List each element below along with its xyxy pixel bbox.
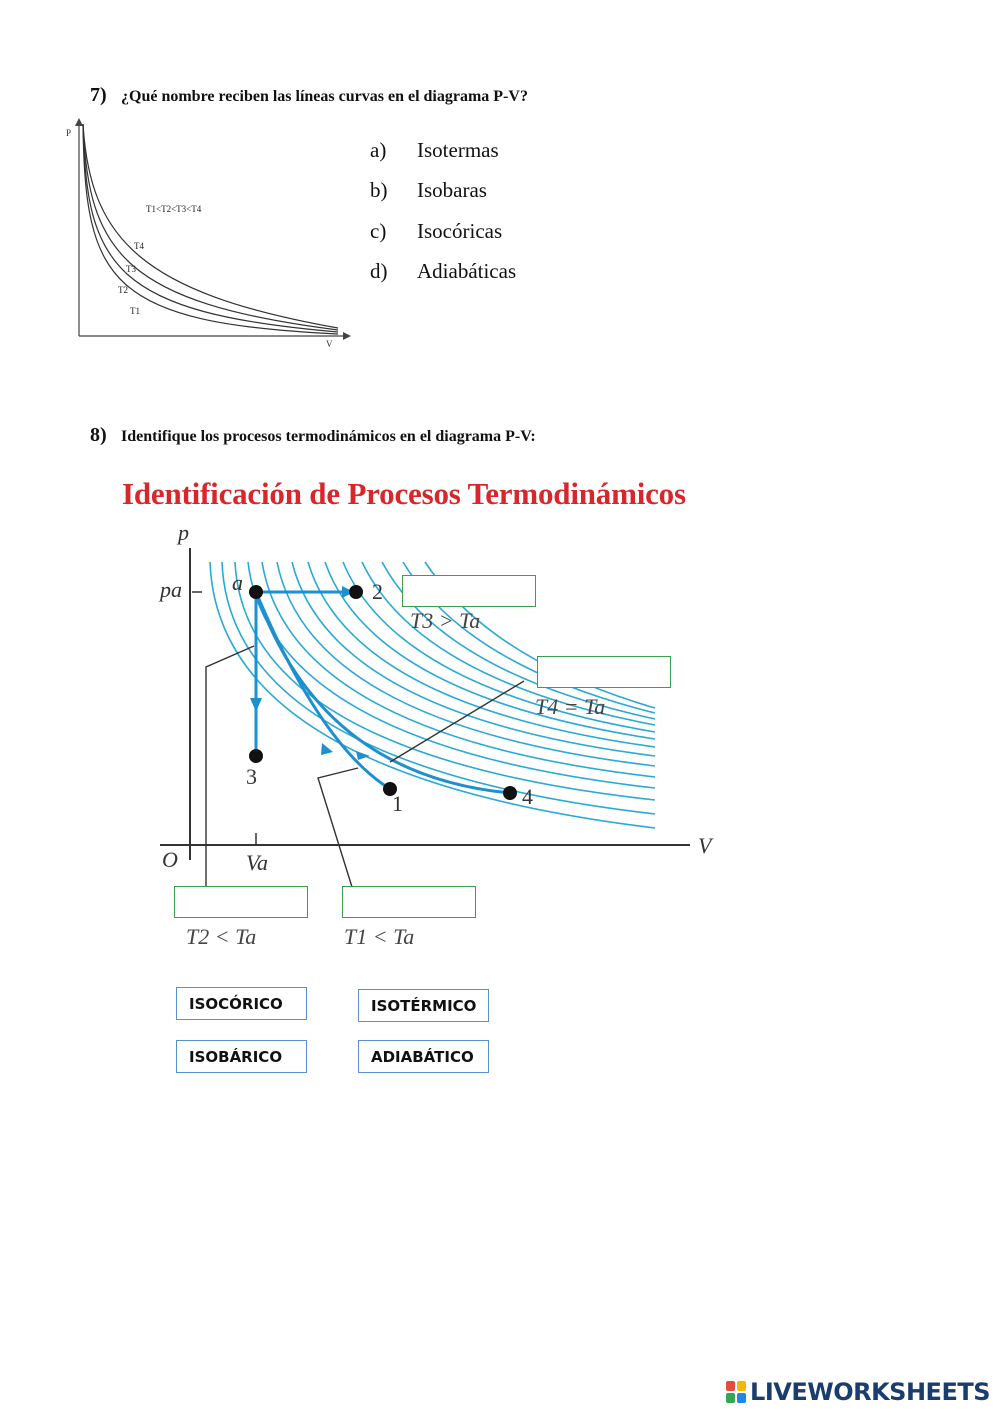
t2-label: T2 < Ta: [186, 924, 257, 949]
v-axis-label: V: [698, 833, 712, 858]
chip-isobarico[interactable]: ISOBÁRICO: [176, 1040, 307, 1073]
point-a: [249, 585, 263, 599]
point-3: [349, 585, 363, 599]
isotherm-t1-curve: [83, 124, 338, 334]
leader-line-adiabatic: [318, 768, 358, 887]
answer-box-isothermal[interactable]: [537, 656, 671, 688]
option-b-letter: b): [370, 178, 388, 202]
question-8-text: Identifique los procesos termodinámicos en el diagrama P-V:: [121, 428, 536, 445]
pa-label: pa: [160, 577, 182, 602]
answer-box-adiabatic[interactable]: [342, 886, 476, 918]
curve-label-t4: T4: [134, 241, 144, 251]
brand-name: LIVEWORKSHEETS: [750, 1378, 990, 1406]
adiabatic-path-a-1: [256, 592, 390, 789]
option-c-letter: c): [370, 219, 387, 243]
isotherms-diagram: [60, 118, 355, 354]
point-2-label: 3: [246, 764, 257, 789]
v-axis-label: V: [326, 339, 333, 349]
chip-isotermico[interactable]: ISOTÉRMICO: [358, 989, 489, 1022]
isotherm-t3-curve: [83, 124, 338, 330]
question-8-number: 8): [90, 424, 107, 446]
curve-label-t2: T2: [118, 285, 128, 295]
chip-adiabatico[interactable]: ADIABÁTICO: [358, 1040, 489, 1073]
point-4-label: 4: [522, 784, 533, 809]
answer-box-isobaric[interactable]: [402, 575, 536, 607]
option-d[interactable]: [370, 259, 516, 284]
chip-isocorico[interactable]: ISOCÓRICO: [176, 987, 307, 1020]
option-c-text: Isocóricas: [417, 219, 503, 243]
option-d-letter: d): [370, 259, 388, 283]
isotherm-t2-curve: [83, 124, 338, 332]
answer-box-isochoric[interactable]: [174, 886, 308, 918]
point-2: [249, 749, 263, 763]
point-3-label: 2: [372, 579, 383, 604]
point-a-label: a: [232, 570, 243, 595]
p-axis-label: p: [178, 520, 189, 545]
question-7-number: 7): [90, 84, 107, 106]
option-b-text: Isobaras: [417, 178, 487, 202]
option-d-text: Adiabáticas: [417, 259, 517, 283]
question-7-text: ¿Qué nombre reciben las líneas curvas en el diagrama P-V?: [121, 88, 528, 105]
curve-label-t1: T1: [130, 306, 140, 316]
figure-title: Identificación de Procesos Termodinámicos: [122, 476, 686, 511]
liveworksheets-logo: [726, 1378, 990, 1406]
option-a-text: Isotermas: [417, 138, 499, 162]
option-c[interactable]: [370, 219, 502, 244]
isotherm-t4-curve: [83, 124, 338, 328]
va-label: Va: [246, 850, 268, 875]
option-a[interactable]: [370, 138, 499, 163]
origin-label: O: [162, 847, 178, 872]
t1-label: T1 < Ta: [344, 924, 415, 949]
point-1-label: 1: [392, 791, 403, 816]
option-b[interactable]: [370, 178, 487, 203]
liveworksheets-logo-icon: [726, 1381, 746, 1403]
point-4: [503, 786, 517, 800]
option-a-letter: a): [370, 138, 387, 162]
t4-label: T4 = Ta: [535, 694, 606, 719]
t3-label: T3 > Ta: [410, 608, 481, 633]
p-axis-label: P: [66, 128, 72, 138]
curve-label-t3: T3: [126, 264, 136, 274]
temperature-relation: T1<T2<T3<T4: [146, 204, 202, 214]
